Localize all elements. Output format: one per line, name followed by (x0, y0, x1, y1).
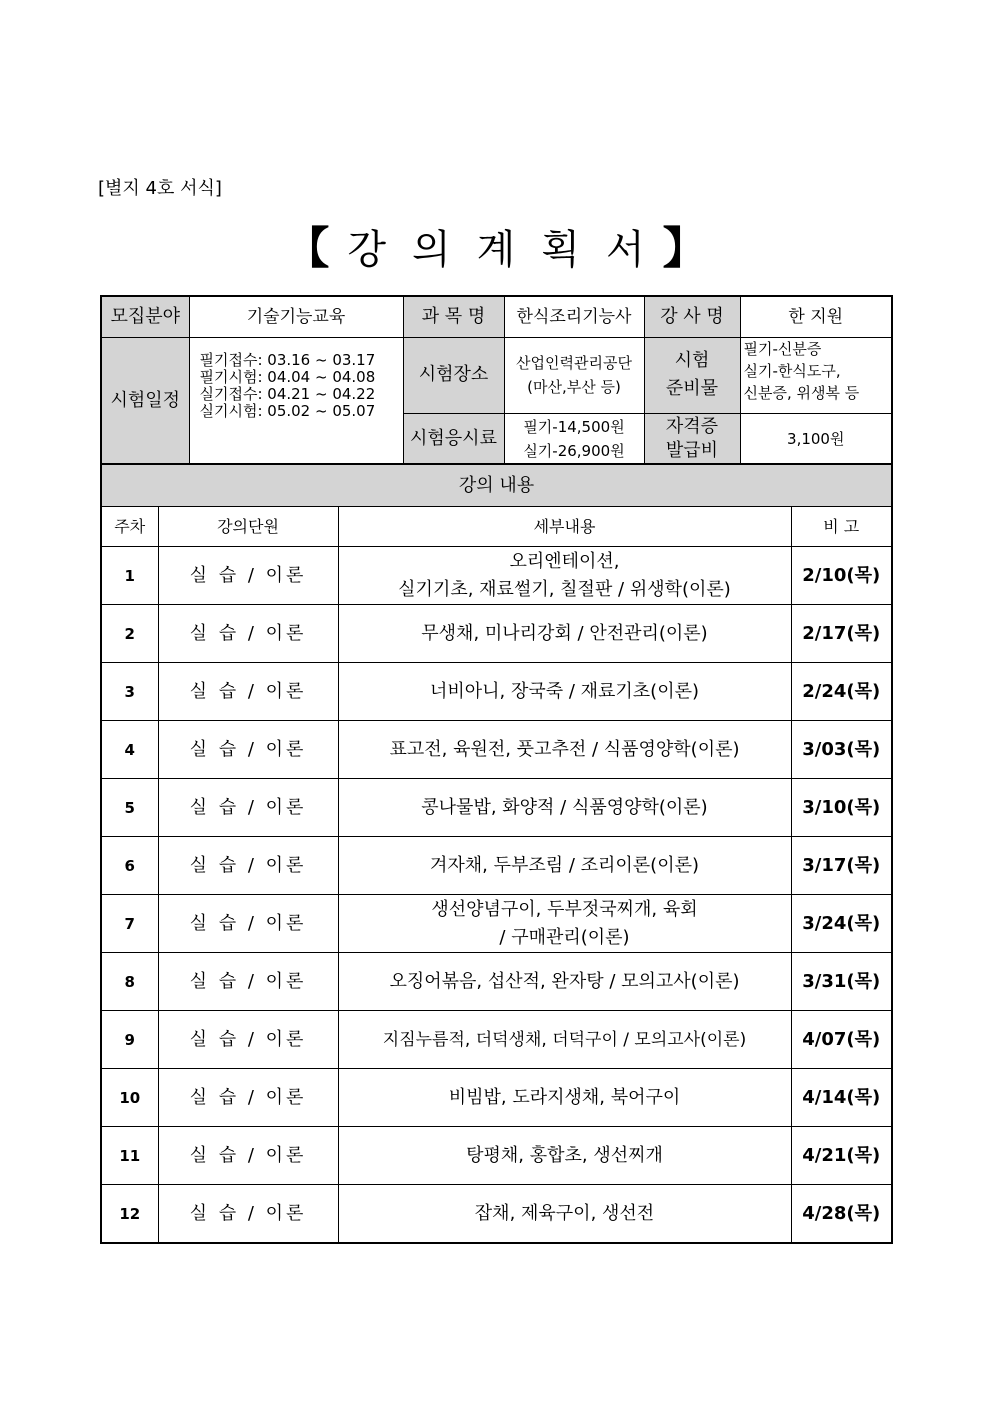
week-number: 4 (101, 721, 158, 779)
field-value: 기술기능교육 (189, 296, 403, 338)
instructor-label: 강 사 명 (644, 296, 740, 338)
lecture-unit: 실 습 / 이론 (158, 1069, 338, 1127)
title-open-bracket: 【 (285, 223, 330, 274)
lecture-unit: 실 습 / 이론 (158, 721, 338, 779)
week-number: 8 (101, 953, 158, 1011)
lecture-detail: 지짐누름적, 더덕생채, 더덕구이 / 모의고사(이론) (338, 1011, 791, 1069)
venue-label: 시험장소 (403, 338, 504, 414)
prep-label-line: 시험 (674, 350, 710, 372)
lecture-detail: 비빔밥, 도라지생채, 북어구이 (338, 1069, 791, 1127)
document-title (0, 222, 992, 277)
lecture-unit: 실 습 / 이론 (158, 953, 338, 1011)
week-header: 주차 (101, 507, 158, 547)
lecture-date: 3/31(목) (791, 953, 892, 1011)
week-number: 7 (101, 895, 158, 953)
table-row (101, 1127, 892, 1185)
schedule-value (189, 338, 403, 465)
table-row (101, 1011, 892, 1069)
table-row (101, 605, 892, 663)
table-row (101, 1069, 892, 1127)
prep-label (644, 338, 740, 414)
prep-label-line: 준비물 (665, 378, 719, 400)
lecture-detail: 무생채, 미나리강회 / 안전관리(이론) (338, 605, 791, 663)
lecture-date: 3/17(목) (791, 837, 892, 895)
lecture-date: 4/28(목) (791, 1185, 892, 1244)
detail-header: 세부내용 (338, 507, 791, 547)
lecture-unit: 실 습 / 이론 (158, 1011, 338, 1069)
schedule-line: 실기접수: 04.21 ~ 04.22 (199, 385, 376, 403)
title-text: 강의계획서 (347, 227, 671, 273)
field-label: 모집분야 (101, 296, 189, 338)
detail-line: / 구매관리(이론) (499, 926, 630, 948)
week-number: 9 (101, 1011, 158, 1069)
lecture-date: 4/07(목) (791, 1011, 892, 1069)
lecture-unit: 실 습 / 이론 (158, 895, 338, 953)
lecture-unit: 실 습 / 이론 (158, 605, 338, 663)
lecture-date: 3/10(목) (791, 779, 892, 837)
lecture-detail (338, 547, 791, 605)
cert-label-line: 자격증 (665, 415, 719, 437)
lecture-detail: 오징어볶음, 섭산적, 완자탕 / 모의고사(이론) (338, 953, 791, 1011)
week-number: 3 (101, 663, 158, 721)
lecture-unit: 실 습 / 이론 (158, 779, 338, 837)
note-header: 비 고 (791, 507, 892, 547)
prep-line: 실기-한식도구, (743, 362, 841, 380)
table-row (101, 779, 892, 837)
table-row (101, 1185, 892, 1244)
instructor-value: 한 지원 (740, 296, 892, 338)
week-number: 6 (101, 837, 158, 895)
fee-value (504, 413, 644, 464)
schedule-label: 시험일정 (101, 338, 189, 465)
table-row (101, 895, 892, 953)
table-row (101, 547, 892, 605)
exam-info-table (100, 295, 893, 465)
week-number: 2 (101, 605, 158, 663)
lecture-detail: 너비아니, 장국죽 / 재료기초(이론) (338, 663, 791, 721)
fee-line: 실기-26,900원 (523, 441, 625, 460)
week-number: 12 (101, 1185, 158, 1244)
lecture-date: 3/24(목) (791, 895, 892, 953)
form-number-label: [별지 4호 서식] (98, 178, 222, 199)
detail-line: 생선양념구이, 두부젓국찌개, 육회 (431, 898, 698, 920)
lecture-date: 2/24(목) (791, 663, 892, 721)
lecture-date: 2/10(목) (791, 547, 892, 605)
detail-line: 오리엔테이션, (509, 550, 620, 572)
lecture-detail: 겨자채, 두부조림 / 조리이론(이론) (338, 837, 791, 895)
table-row (101, 953, 892, 1011)
fee-line: 필기-14,500원 (523, 417, 625, 436)
cert-label-line: 발급비 (665, 439, 719, 461)
lecture-detail: 표고전, 육원전, 풋고추전 / 식품영양학(이론) (338, 721, 791, 779)
lecture-unit: 실 습 / 이론 (158, 837, 338, 895)
lecture-date: 3/03(목) (791, 721, 892, 779)
week-number: 10 (101, 1069, 158, 1127)
prep-line: 신분증, 위생복 등 (743, 384, 860, 402)
cert-fee-label (644, 413, 740, 464)
prep-value (740, 338, 892, 414)
week-number: 11 (101, 1127, 158, 1185)
table-row (101, 663, 892, 721)
unit-header: 강의단원 (158, 507, 338, 547)
lecture-date: 2/17(목) (791, 605, 892, 663)
lecture-detail: 탕평채, 홍합초, 생선찌개 (338, 1127, 791, 1185)
lecture-date: 4/14(목) (791, 1069, 892, 1127)
lecture-content-table (100, 463, 893, 1244)
prep-line: 필기-신분증 (743, 340, 822, 358)
venue-line: 산업인력관리공단 (516, 354, 632, 373)
subject-label: 과 목 명 (403, 296, 504, 338)
title-close-bracket: 】 (662, 223, 707, 274)
lecture-detail: 콩나물밥, 화양적 / 식품영양학(이론) (338, 779, 791, 837)
detail-line: 실기기초, 재료썰기, 칠절판 / 위생학(이론) (398, 578, 731, 600)
schedule-line: 필기시험: 04.04 ~ 04.08 (199, 368, 376, 386)
lecture-unit: 실 습 / 이론 (158, 1127, 338, 1185)
subject-value: 한식조리기능사 (504, 296, 644, 338)
lecture-section-title: 강의 내용 (101, 464, 892, 507)
cert-fee-value: 3,100원 (740, 413, 892, 464)
lecture-detail: 잡채, 제육구이, 생선전 (338, 1185, 791, 1244)
table-row (101, 721, 892, 779)
lecture-date: 4/21(목) (791, 1127, 892, 1185)
lecture-detail (338, 895, 791, 953)
fee-label: 시험응시료 (403, 413, 504, 464)
venue-value (504, 338, 644, 414)
lecture-unit: 실 습 / 이론 (158, 547, 338, 605)
schedule-line: 필기접수: 03.16 ~ 03.17 (199, 351, 376, 369)
table-row (101, 837, 892, 895)
lecture-unit: 실 습 / 이론 (158, 663, 338, 721)
week-number: 1 (101, 547, 158, 605)
venue-line: (마산,부산 등) (527, 378, 621, 397)
lecture-unit: 실 습 / 이론 (158, 1185, 338, 1244)
week-number: 5 (101, 779, 158, 837)
schedule-line: 실기시험: 05.02 ~ 05.07 (199, 402, 376, 420)
